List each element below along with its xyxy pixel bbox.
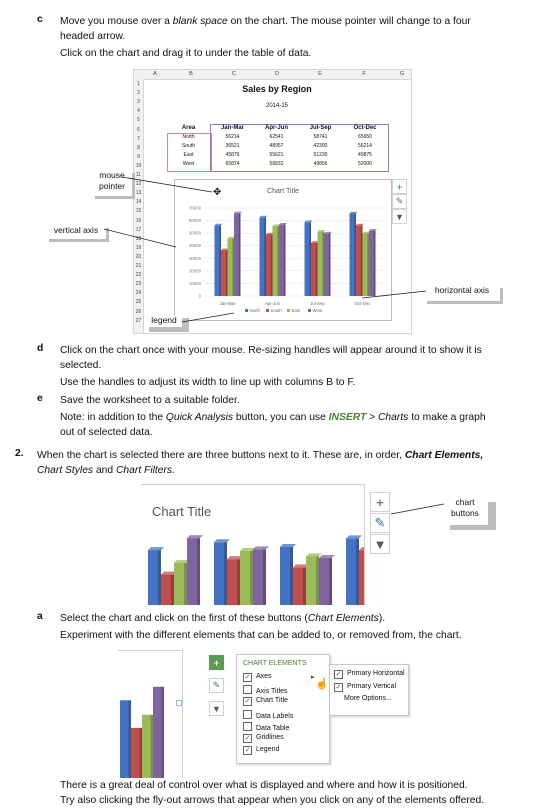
chart-elements-header: CHART ELEMENTS (243, 660, 307, 667)
bar-shade (277, 226, 279, 296)
chart-filters-button[interactable] (392, 209, 407, 224)
column-header[interactable]: A (153, 71, 157, 77)
callout-mouse-pointer: mouse pointer (92, 170, 132, 196)
bar-top (280, 544, 296, 547)
row-number[interactable]: 12 (135, 181, 142, 188)
bar-shade (367, 233, 369, 296)
sheet-title: Sales by Region (242, 84, 312, 94)
row-number[interactable]: 8 (137, 144, 140, 151)
table-cell: West (182, 161, 195, 167)
chart-element-option[interactable] (243, 673, 272, 682)
table-header-cell: Jan-Mar (220, 125, 244, 131)
bar-shade (290, 547, 293, 605)
row-number[interactable]: 3 (137, 99, 140, 106)
data-table (167, 124, 388, 170)
table-cell: 36521 (225, 143, 240, 149)
table-cell: 62541 (269, 134, 284, 140)
chart-styles-button-large[interactable] (370, 513, 390, 533)
bar-top (215, 224, 223, 226)
bar-shade (309, 222, 311, 296)
table-header-cell: Oct-Dec (353, 125, 377, 131)
x-tick-label: Jan-Mar (219, 301, 236, 306)
row-number[interactable]: 6 (137, 126, 140, 133)
bar (359, 550, 364, 605)
column-header[interactable]: E (318, 71, 322, 77)
table-cell: 56214 (358, 143, 372, 149)
mouse-cursor-icon: ☝ (315, 678, 329, 690)
flyout-arrow-icon[interactable]: ▸ (311, 674, 315, 681)
bar-top (359, 547, 364, 550)
bar-shade (140, 728, 143, 778)
callout-vertical-axis: vertical axis (46, 225, 106, 239)
legend-swatch (245, 309, 248, 312)
bar-shade (171, 575, 174, 605)
column-header[interactable]: C (232, 71, 236, 77)
checkbox-icon[interactable]: ✓ (244, 674, 251, 681)
y-tick-label: 0 (198, 293, 201, 299)
bar-shade (271, 234, 273, 296)
y-tick-label: 70000 (189, 205, 201, 211)
bar-top (346, 535, 362, 538)
row-number[interactable]: 27 (135, 317, 142, 324)
bar-top (319, 555, 335, 558)
row-number[interactable]: 20 (135, 253, 142, 260)
axes-option[interactable] (334, 670, 405, 679)
legend-swatch (287, 309, 290, 312)
step-c-label: c (37, 14, 43, 25)
bar-shade (329, 233, 331, 296)
step-a-text: Select the chart and click on the first of these buttons (Chart Elements). Experiment with the different elements that can be added to, or removed from, the chart. (60, 613, 462, 641)
bar-top (306, 553, 322, 556)
row-number[interactable]: 18 (135, 235, 142, 242)
table-cell: 49856 (313, 161, 328, 167)
four-headed-arrow-icon: ✥ (213, 187, 222, 198)
chart-element-option[interactable] (243, 685, 288, 695)
chart-element-option[interactable] (243, 722, 289, 732)
callout-horizontal-axis-line (360, 288, 430, 302)
zoomed-chart-title: Chart Title (152, 504, 212, 519)
bar-top (214, 539, 230, 542)
table-cell: 55621 (269, 152, 284, 158)
table-cell: 48957 (269, 143, 284, 149)
checkbox-icon[interactable] (243, 710, 252, 719)
row-number[interactable]: 16 (135, 217, 142, 224)
bar-shade (374, 231, 376, 296)
filter-icon: ▼ (212, 703, 221, 714)
row-number[interactable]: 24 (135, 290, 142, 297)
bar-top (253, 546, 269, 549)
row-number[interactable]: 11 (135, 172, 142, 178)
checkbox-icon[interactable]: ✓ (244, 747, 251, 755)
checkbox-icon[interactable]: ✓ (335, 671, 342, 678)
chart-element-option[interactable] (243, 710, 293, 720)
bar-top (356, 224, 364, 226)
y-tick-label: 10000 (189, 280, 201, 286)
row-number[interactable]: 9 (137, 153, 140, 160)
bar-shade (284, 225, 286, 296)
column-header[interactable]: F (362, 71, 366, 77)
y-tick-label: 60000 (189, 218, 201, 224)
row-number[interactable]: 17 (135, 226, 142, 233)
chart-styles-button-small[interactable] (209, 678, 224, 693)
column-header[interactable]: G (399, 71, 405, 77)
resize-handle[interactable] (176, 700, 182, 706)
table-cell: 65874 (225, 161, 240, 167)
row-number[interactable]: 7 (137, 135, 140, 142)
chart-filters-button-small[interactable] (209, 701, 224, 716)
row-number[interactable]: 14 (135, 199, 142, 206)
bar-top (369, 229, 377, 231)
plus-icon: + (376, 494, 384, 510)
table-cell: South (181, 143, 196, 149)
chart-element-option[interactable] (243, 746, 279, 755)
table-cell: 49875 (358, 152, 372, 158)
table-cell: North (182, 134, 195, 140)
step-2-label: 2. (15, 448, 24, 459)
chart-element-label: Chart Title (256, 697, 288, 705)
column-header[interactable]: B (189, 71, 193, 77)
bar-shade (303, 567, 306, 605)
callout-horizontal-axis: horizontal axis (424, 285, 500, 301)
bar-shade (232, 238, 234, 296)
step-2-text: When the chart is selected there are three buttons next to it. These are, in order, Chart Elements, Chart Styles and Chart Filters. (37, 450, 484, 476)
bar-shade (162, 687, 165, 778)
axes-flyout-panel (329, 664, 409, 716)
bar-top (234, 212, 242, 214)
column-header[interactable]: D (275, 71, 279, 77)
sheet-subtitle: 2014-15 (265, 103, 289, 109)
callout-mouse-pointer-line (120, 175, 240, 205)
x-tick-label: Oct-Dec (354, 301, 371, 306)
callout-legend: legend (146, 315, 182, 327)
table-header-cell: Jul-Sep (309, 125, 332, 131)
row-number[interactable]: 23 (135, 281, 142, 288)
row-number[interactable]: 10 (135, 162, 142, 169)
bar-top (318, 230, 326, 232)
bar-top (148, 547, 164, 550)
chart-element-option[interactable] (243, 697, 288, 706)
callout-vertical-axis-line (100, 225, 190, 255)
chart-elements-button-large[interactable] (370, 492, 390, 512)
checkbox-icon[interactable]: ✓ (244, 735, 251, 742)
chart-title: Chart Title (267, 188, 299, 195)
y-tick-label: 20000 (189, 268, 201, 274)
chart-filters-button-large[interactable] (370, 534, 390, 554)
chart-fragment-plot (118, 651, 182, 778)
chart-element-label: Gridlines (256, 734, 284, 741)
checkbox-icon[interactable] (243, 722, 252, 731)
axes-option-label: More Options... (344, 695, 392, 702)
table-cell: 56832 (269, 161, 284, 167)
chart-element-option[interactable] (243, 734, 284, 743)
bar-shade (264, 217, 266, 296)
legend-entry: South (270, 308, 282, 313)
chart-elements-panel (236, 654, 330, 764)
y-tick-label: 30000 (189, 255, 201, 261)
table-cell: 56214 (225, 134, 240, 140)
axes-option[interactable] (334, 683, 396, 692)
chart-element-label: Data Labels (256, 712, 294, 720)
filter-icon: ▼ (395, 211, 404, 222)
row-number[interactable]: 2 (137, 90, 140, 97)
row-number[interactable]: 26 (135, 308, 142, 315)
bar-top (279, 223, 287, 225)
step-e-label: e (37, 393, 43, 404)
zoomed-chart-plot (141, 485, 364, 605)
step-d-label: d (37, 343, 44, 354)
row-number[interactable]: 4 (137, 108, 140, 115)
table-cell: 45879 (225, 152, 240, 158)
checkbox-icon[interactable]: ✓ (335, 683, 342, 691)
step-e-text: Save the worksheet to a suitable folder. Note: in addition to the Quick Analysis button, you can use INSERT > Charts to make a graph out of selected data. (60, 395, 486, 438)
legend-swatch (266, 309, 269, 312)
axes-option[interactable] (344, 695, 392, 702)
row-number[interactable]: 13 (135, 190, 142, 197)
row-number[interactable]: 22 (135, 272, 142, 279)
bar-shade (224, 542, 227, 605)
bar-shade (316, 556, 319, 605)
bar-shade (263, 549, 266, 605)
callout-chart-buttons: chart buttons (442, 497, 488, 525)
chart-elements-button-active[interactable] (209, 655, 224, 670)
legend-entry: West (312, 308, 323, 313)
step-d-text: Click on the chart once with your mouse. Re-sizing handles will appear around it to show it is selected. Use the handles to adjust its width to line up with columns B to F. (60, 345, 482, 388)
brush-icon: ✎ (212, 680, 221, 690)
step-c-text: Move you mouse over a blank space on the chart. The mouse pointer will change to a four headed arrow. Click on the chart and drag it to under the table of data. (60, 16, 471, 59)
bar-top (187, 535, 203, 538)
callout-legend-line (180, 310, 240, 326)
chart-element-label: Axes (256, 673, 272, 680)
chart-fragment (118, 650, 183, 778)
filter-icon: ▼ (373, 536, 387, 552)
y-tick-label: 50000 (189, 230, 201, 236)
row-number[interactable]: 19 (135, 244, 142, 251)
bar-shade (354, 213, 356, 296)
y-tick-label: 40000 (189, 243, 201, 249)
bar-shade (329, 558, 332, 605)
bar-shade (316, 243, 318, 296)
row-number[interactable]: 5 (137, 117, 140, 124)
bar-shade (250, 551, 253, 605)
brush-icon: ✎ (395, 196, 404, 206)
closing-text: There is a great deal of control over what is displayed and where and how it is positioned. Try also clicking the fly-out arrows that appear when you click on any of the elements offered. (60, 780, 485, 806)
table-cell: East (183, 152, 194, 158)
bar-shade (239, 213, 241, 296)
row-number[interactable]: 21 (135, 263, 142, 269)
legend-entry: North (249, 308, 261, 313)
bar-top (350, 212, 358, 214)
chart-element-label: Data Table (256, 724, 290, 732)
chart-element-label: Axis Titles (256, 688, 288, 696)
chart-elements-button[interactable] (392, 179, 407, 194)
bar-shade (219, 225, 221, 296)
table-cell: 52000 (358, 161, 372, 167)
chart-element-label: Legend (256, 746, 280, 754)
brush-icon: ✎ (374, 515, 386, 530)
table-header-cell: Area (181, 125, 196, 131)
bar-shade (237, 559, 240, 605)
table-cell: 58741 (313, 134, 328, 140)
legend-swatch (308, 309, 311, 312)
zoomed-chart[interactable] (141, 484, 365, 605)
legend-entry: East (291, 308, 301, 313)
bar-top (260, 216, 268, 218)
bar-shade (322, 232, 324, 296)
bar-shade (151, 715, 154, 778)
checkbox-icon[interactable]: ✓ (244, 698, 251, 706)
axes-option-label: Primary Vertical (347, 682, 397, 690)
x-tick-label: Jul-Sep (310, 301, 325, 306)
bar-shade (129, 700, 132, 778)
checkbox-icon[interactable] (243, 685, 252, 694)
table-cell: 42300 (313, 143, 328, 149)
table-header-cell: Apr-Jun (265, 125, 288, 131)
table-cell: 51230 (313, 152, 328, 158)
row-number[interactable]: 25 (135, 299, 142, 306)
bar-shade (356, 538, 359, 605)
chart-elements-screenshot (118, 650, 418, 778)
step-a-label: a (37, 611, 43, 622)
bar-shade (361, 225, 363, 296)
row-number[interactable]: 15 (135, 208, 142, 215)
bar-shade (184, 563, 187, 605)
bar-shade (226, 250, 228, 296)
plus-icon: + (396, 181, 403, 192)
x-tick-label: Apr-Jun (264, 301, 281, 306)
table-cell: 65650 (358, 134, 372, 140)
bar-shade (158, 550, 161, 605)
bar-shade (197, 538, 200, 605)
callout-chart-buttons-line (388, 500, 448, 520)
chart-styles-button[interactable] (392, 194, 407, 209)
plus-icon: + (213, 657, 220, 668)
axes-option-label: Primary Horizontal (347, 670, 405, 677)
row-number[interactable]: 1 (137, 81, 140, 87)
